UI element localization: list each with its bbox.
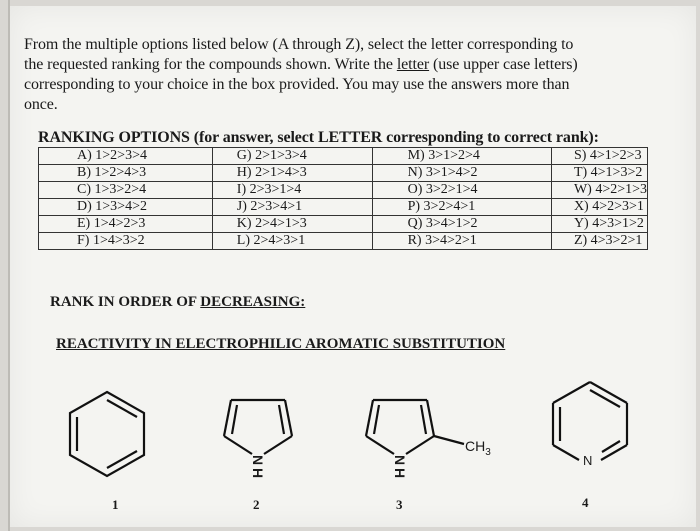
instructions-letter-word: letter (396, 56, 430, 73)
ranking-option: X) 4>2>3>1 (551, 199, 647, 216)
compound-3-number: 3 (396, 497, 403, 512)
options-row (39, 233, 648, 250)
compound-3-hydrogen-label: H (392, 467, 409, 479)
ranking-option: G) 2>1>3>4 (212, 148, 372, 165)
instructions-line-1: From the multiple options listed below (A through Z), select the letter corresponding to (24, 36, 574, 53)
ranking-option: Y) 4>3>1>2 (551, 216, 647, 233)
instructions-paragraph (24, 35, 664, 115)
property-heading: REACTIVITY IN ELECTROPHILIC AROMATIC SUBSTITUTION (56, 336, 506, 352)
ranking-option: K) 2>4>1>3 (212, 216, 372, 233)
ranking-option: E) 1>4>2>3 (39, 216, 213, 233)
ranking-option: M) 3>1>2>4 (372, 148, 551, 165)
options-row (39, 216, 648, 233)
ranking-option: S) 4>1>2>3 (551, 148, 647, 165)
instructions-line-4: once. (24, 96, 58, 113)
options-row (39, 199, 648, 216)
ranking-option: F) 1>4>3>2 (39, 233, 213, 250)
ranking-option: P) 3>2>4>1 (372, 199, 551, 216)
ranking-option: R) 3>4>2>1 (372, 233, 551, 250)
ranking-option: Q) 3>4>1>2 (372, 216, 551, 233)
ranking-option: Z) 4>3>2>1 (551, 233, 647, 250)
ranking-option: A) 1>2>3>4 (39, 148, 213, 165)
rank-order-direction: DECREASING: (200, 294, 306, 310)
compound-3-methylpyrrole (360, 392, 470, 482)
ranking-option: B) 1>2>4>3 (39, 165, 213, 182)
ranking-option: O) 3>2>1>4 (372, 182, 551, 199)
ranking-option: N) 3>1>4>2 (372, 165, 551, 182)
compound-4-number: 4 (582, 495, 589, 510)
rank-order-instruction (50, 294, 305, 311)
compound-3-methyl-label: $CH_3$ (465, 438, 491, 458)
compound-1-number: 1 (112, 497, 119, 512)
compound-2-nitrogen-label: N (250, 454, 267, 466)
rank-order-prefix: RANK IN ORDER OF (50, 294, 201, 310)
compound-4-nitrogen-label: N (583, 453, 593, 468)
ranking-option: C) 1>3>2>4 (39, 182, 213, 199)
instructions-line-2-end: (use upper case letters) (429, 56, 578, 73)
ranking-options-table (38, 147, 648, 250)
ranking-option: L) 2>4>3>1 (212, 233, 372, 250)
ranking-option: D) 1>3>4>2 (39, 199, 213, 216)
instructions-line-2 (24, 55, 664, 75)
ranking-option: I) 2>3>1>4 (212, 182, 372, 199)
ranking-option: W) 4>2>1>3 (551, 182, 647, 199)
options-row (39, 165, 648, 182)
compound-3-nitrogen-label: N (392, 454, 409, 466)
ranking-options-title: RANKING OPTIONS (for answer, select LETTER corresponding to correct rank): (38, 129, 599, 146)
compound-2-number: 2 (253, 497, 260, 512)
options-row (39, 182, 648, 199)
instructions-line-2-start: the requested ranking for the compounds shown. Write the (24, 56, 397, 73)
compound-2-hydrogen-label: H (250, 467, 267, 479)
ranking-option: H) 2>1>4>3 (212, 165, 372, 182)
instructions-line-3: corresponding to your choice in the box provided. You may use the answers more than (24, 76, 570, 93)
ranking-option: T) 4>1>3>2 (551, 165, 647, 182)
ranking-option: J) 2>3>4>1 (212, 199, 372, 216)
options-row (39, 148, 648, 165)
compound-1-benzene (62, 388, 152, 480)
